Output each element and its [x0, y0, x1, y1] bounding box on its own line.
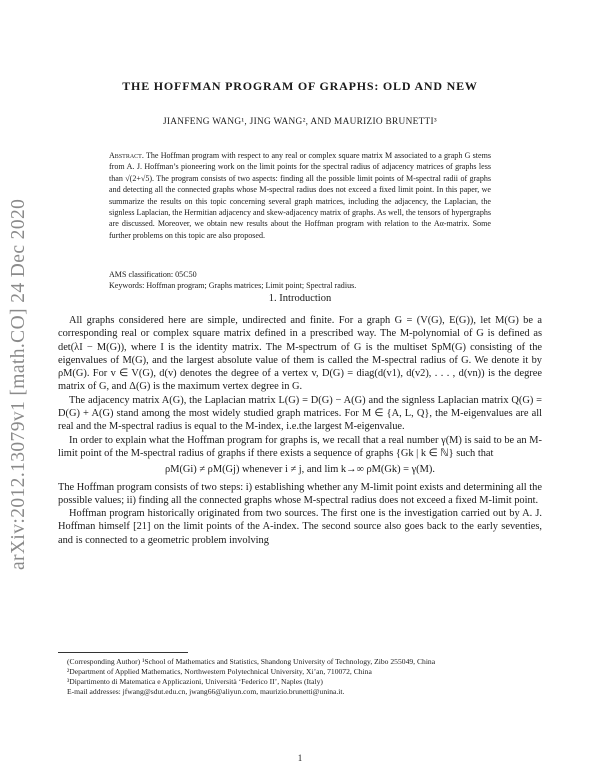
body-text [58, 314, 542, 547]
footnote-rule [58, 652, 188, 653]
footnote: ²Department of Applied Mathematics, Northwestern Polytechnical University, Xi’an, 710072, China [67, 667, 372, 677]
paragraph: In order to explain what the Hoffman program for graphs is, we recall that a real number γ(M) is said to be an M-limit point of the M-spectral radius of graphs if there exists a sequence of graphs {Gk | k ∈ ℕ} such that [58, 434, 542, 459]
ams-classification: AMS classification: 05C50 [109, 270, 197, 279]
footnote-emails: E-mail addresses: jfwang@sdut.edu.cn, jwang66@aliyun.com, maurizio.brunetti@unina.it. [67, 687, 345, 697]
keywords: Keywords: Hoffman program; Graphs matrices; Limit point; Spectral radius. [109, 281, 357, 290]
author-list: JIANFENG WANG¹, JING WANG², AND MAURIZIO BRUNETTI³ [162, 117, 438, 127]
abstract-label: Abstract. [109, 151, 144, 160]
footnote: (Corresponding Author) ¹School of Mathematics and Statistics, Shandong University of Technology, Zibo 255049, China [67, 657, 436, 666]
paragraph: The Hoffman program consists of two steps: i) establishing whether any M-limit point exists and determining all the possible values; ii) finding all the connected graphs whose M-spectral radius does not exceed a fixed M-limit point. [58, 481, 542, 506]
paper-title: THE HOFFMAN PROGRAM OF GRAPHS: OLD AND NEW [122, 79, 478, 93]
footnote: ³Dipartimento di Matematica e Applicazioni, Università ‘Federico II’, Naples (Italy) [67, 677, 323, 687]
abstract [109, 150, 491, 241]
paragraph: Hoffman program historically originated from two sources. The first one is the investigation carried out by A. J. Hoffman himself [21] on the limit points of the A-index. The second source also goes back to the early seventies, and is connected to a geometric problem involving [58, 508, 542, 546]
limit-equation: ρM(Gi) ≠ ρM(Gj) whenever i ≠ j, and lim k→∞ ρM(Gk) = γ(M). [165, 464, 435, 476]
arxiv-stamp: arXiv:2012.13079v1 [math.CO] 24 Dec 2020 [8, 198, 29, 570]
section-heading: 1. Introduction [268, 293, 332, 304]
footnotes [58, 657, 542, 697]
page-number: 1 [297, 753, 303, 763]
abstract-text: The Hoffman program with respect to any real or complex square matrix M associated to a graph G stems from A. J. Hoffman’s pioneering work on the limit points for the spectral radius of adjacency matrices of graphs less than √(2+√5). The program consists of two aspects: finding all the possible limit points of M-spectral radii of graphs and detecting all the connected graphs whose M-spectral radius does not exceed a fixed limit point. In this paper, we summarize the results on this topic concerning several graph matrices, including the adjacency, the Laplacian, the signless Laplacian, the Hermitian adjacency and skew-adjacency matrix of graphs. As well, the tensors of hypergraphs are discussed. Moreover, we obtain new results about the Hoffman program with relation to the Aα-matrix. Some further problems on this topic are also proposed. [109, 151, 491, 240]
paragraph: All graphs considered here are simple, undirected and finite. For a graph G = (V(G), E(G)), let M(G) be a corresponding real or complex square matrix defined in a prescribed way. The M-polynomial of G is defined as det(λI − M(G)), where I is the identity matrix. The M-spectrum of G is the multiset SpM(G) consisting of the eigenvalues of M(G), and the largest absolute value of them is called the M-spectral radius of G. We denote it by ρM(G). For v ∈ V(G), d(v) denotes the degree of a vertex v, D(G) = diag(d(v1), d(v2), . . . , d(vn)) is the degree matrix of G, and Δ(G) is the maximum vertex degree in G. [58, 315, 542, 393]
paragraph: The adjacency matrix A(G), the Laplacian matrix L(G) = D(G) − A(G) and the signless Laplacian matrix Q(G) = D(G) + A(G) stand among the most widely studied graph matrices. For M ∈ {A, L, Q}, the M-eigenvalues are all real and the M-spectral radius is equal to the M-index, i.e.the largest M-eigenvalue. [58, 394, 542, 433]
